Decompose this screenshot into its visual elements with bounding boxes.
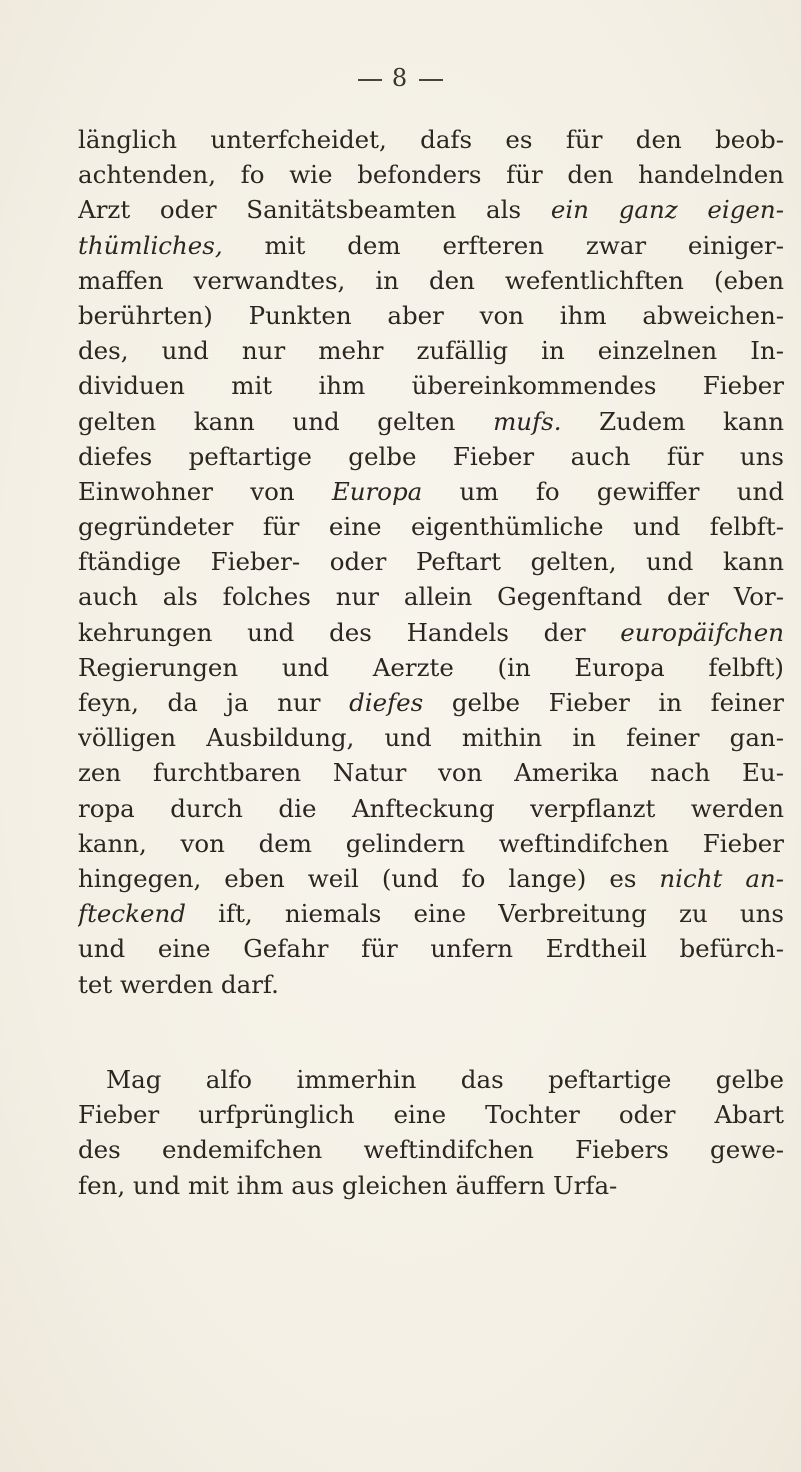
line-text: gelten kann und gelten	[78, 406, 494, 436]
line-text: des, und nur mehr zufällig in einzelnen In-	[78, 336, 784, 366]
italic-text: mufs.	[493, 406, 562, 436]
line-text: fen, und mit ihm aus gleichen äuffern Urfa-	[78, 1170, 618, 1200]
line-text: Fieber urfprünglich eine Tochter oder Abart	[78, 1100, 784, 1130]
line-text: kehrungen und des Handels der	[78, 617, 621, 647]
line-text: tet werden darf.	[78, 969, 279, 999]
paragraph-2	[78, 1062, 784, 1203]
line-text: berührten) Punkten aber von ihm abweichen-	[78, 300, 784, 330]
text-line	[78, 509, 784, 544]
line-text: Mag alfo immerhin das peftartige gelbe	[106, 1065, 784, 1094]
text-line	[78, 263, 784, 298]
text-line	[78, 1062, 784, 1097]
italic-text: fteckend	[78, 899, 186, 929]
text-line	[78, 368, 784, 403]
text-line	[78, 720, 784, 755]
line-text: Einwohner von	[78, 476, 332, 506]
line-text: ift, niemals eine Verbreitung zu uns	[185, 899, 784, 929]
line-text: dividuen mit ihm übereinkommendes Fieber	[78, 371, 784, 401]
text-line	[78, 1168, 784, 1203]
text-line	[78, 1097, 784, 1132]
header-dash-right	[419, 79, 443, 81]
text-line	[78, 157, 784, 192]
italic-text: nicht an-	[659, 863, 784, 893]
line-text: auch als folches nur allein Gegenftand der Vor-	[78, 582, 784, 612]
line-text: gelbe Fieber in feiner	[423, 688, 784, 717]
text-line	[78, 122, 784, 157]
line-text: diefes peftartige gelbe Fieber auch für uns	[78, 441, 784, 471]
text-line	[78, 791, 784, 826]
italic-text: europäifchen	[620, 617, 784, 647]
text-line	[78, 931, 784, 966]
italic-text: diefes	[349, 688, 424, 717]
text-line	[78, 439, 784, 474]
italic-text: Europa	[331, 476, 423, 506]
line-text: länglich unterfcheidet, dafs es für den beob-	[78, 125, 784, 154]
line-text: des endemifchen weftindifchen Fiebers gewe-	[78, 1135, 784, 1165]
text-line	[78, 404, 784, 439]
text-line	[78, 685, 784, 720]
line-text: maffen verwandtes, in den wefentlichften (eben	[78, 265, 784, 295]
line-text: und eine Gefahr für unfern Erdtheil befürch-	[78, 934, 784, 964]
text-line	[78, 192, 784, 227]
header-dash-left	[358, 79, 382, 81]
line-text: Zudem kann	[561, 406, 784, 436]
line-text: Arzt oder Sanitätsbeamten als	[78, 195, 551, 225]
page-number: 8	[391, 64, 410, 92]
line-text: kann, von dem gelindern weftindifchen Fieber	[78, 828, 784, 858]
page-header	[0, 64, 801, 92]
line-text: zen furchtbaren Natur von Amerika nach Eu-	[78, 758, 784, 788]
line-text: ropa durch die Anfteckung verpflanzt werden	[78, 793, 784, 823]
text-line	[78, 615, 784, 650]
text-line	[78, 1132, 784, 1167]
text-line	[78, 333, 784, 368]
line-text: völligen Ausbildung, und mithin in feiner gan-	[78, 723, 784, 753]
paragraph-1	[78, 122, 784, 1002]
line-text: feyn, da ja nur	[78, 688, 350, 717]
text-line	[78, 650, 784, 685]
text-line	[78, 967, 784, 1002]
text-line	[78, 861, 784, 896]
text-line	[78, 826, 784, 861]
text-line	[78, 755, 784, 790]
line-text: gegründeter für eine eigenthümliche und felbft-	[78, 512, 784, 542]
line-text: mit dem erfteren zwar einiger-	[222, 230, 784, 260]
text-line	[78, 896, 784, 931]
line-text: achtenden, fo wie befonders für den handelnden	[78, 160, 784, 190]
line-text: ftändige Fieber- oder Peftart gelten, und kann	[78, 547, 784, 577]
text-line	[78, 228, 784, 263]
text-line	[78, 474, 784, 509]
italic-text: thümliches,	[78, 230, 223, 260]
italic-text: ein ganz eigen-	[550, 195, 784, 225]
line-text: hingegen, eben weil (und fo lange) es	[78, 863, 660, 893]
text-line	[78, 298, 784, 333]
line-text: Regierungen und Aerzte (in Europa felbft)	[78, 652, 784, 682]
text-line	[78, 579, 784, 614]
line-text: um fo gewiffer und	[422, 476, 784, 506]
text-line	[78, 544, 784, 579]
